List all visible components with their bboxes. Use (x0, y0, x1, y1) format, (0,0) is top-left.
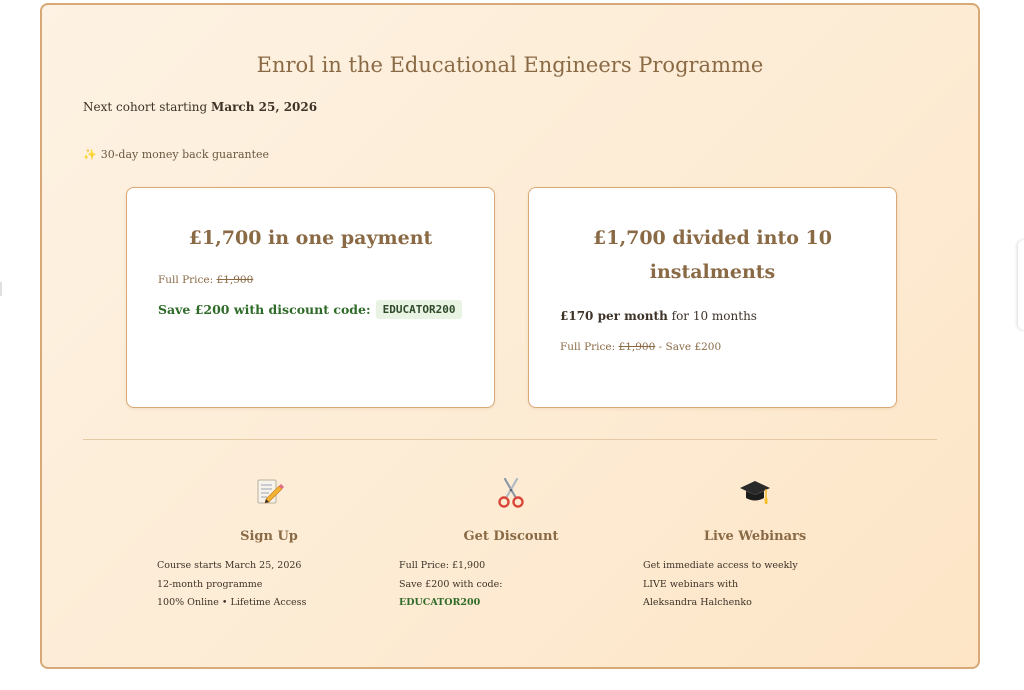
monthly-suffix: for 10 months (671, 309, 757, 323)
save-text: Save £200 with discount code: (158, 302, 371, 317)
side-drawer-handle[interactable] (1018, 240, 1024, 330)
feature-line: 100% Online • Lifetime Access (157, 597, 307, 608)
instalments-title: £1,700 divided into 10 instalments (593, 227, 832, 283)
guarantee-text: 30-day money back guarantee (100, 148, 270, 161)
cohort-date: March 25, 2026 (211, 100, 318, 114)
full-price-value: £1,900 (216, 274, 254, 286)
monthly-price (560, 309, 757, 323)
feature-line: Aleksandra Halchenko (643, 597, 752, 608)
one-payment-card[interactable] (126, 187, 495, 408)
save-suffix: - Save £200 (658, 341, 722, 353)
memo-pencil-icon (157, 477, 381, 509)
feature-line: Full Price: £1,900 (399, 560, 486, 571)
edge-marker (0, 282, 2, 296)
page-title: Enrol in the Educational Engineers Programme (256, 53, 764, 77)
feature-sign-up (157, 477, 381, 608)
full-price-label: Full Price: (158, 274, 214, 286)
feature-line: Course starts March 25, 2026 (157, 560, 302, 571)
discount-line (158, 300, 462, 319)
enrolment-panel (40, 3, 980, 669)
section-divider (83, 439, 937, 440)
full-price-label: Full Price: (560, 341, 616, 353)
graduation-cap-icon (643, 477, 867, 509)
cohort-info (83, 100, 317, 114)
feature-line: Save £200 with code: (399, 578, 503, 590)
monthly-amount: £170 per month (560, 309, 668, 323)
full-price-value: £1,900 (618, 341, 656, 353)
cohort-prefix: Next cohort starting (83, 100, 208, 114)
feature-live-webinars (643, 477, 867, 608)
feature-line: Get immediate access to weekly (643, 560, 798, 571)
one-payment-title: £1,700 in one payment (188, 227, 433, 249)
feature-line: 12-month programme (157, 578, 263, 590)
feature-details (157, 557, 306, 613)
feature-code: EDUCATOR200 (399, 597, 481, 608)
feature-title: Live Webinars (703, 529, 807, 544)
feature-get-discount (399, 477, 623, 608)
scissors-icon (399, 477, 623, 509)
feature-title: Sign Up (240, 529, 298, 544)
instalments-card[interactable] (528, 187, 897, 408)
one-payment-full-price (158, 274, 253, 286)
feature-details (643, 557, 798, 613)
guarantee-note (83, 148, 269, 161)
feature-line: LIVE webinars with (643, 578, 739, 590)
discount-code-badge[interactable]: EDUCATOR200 (376, 300, 463, 319)
instalments-full-price (560, 341, 721, 353)
feature-details (399, 557, 502, 613)
feature-title: Get Discount (463, 529, 559, 544)
sparkles-icon: ✨ (83, 148, 97, 161)
